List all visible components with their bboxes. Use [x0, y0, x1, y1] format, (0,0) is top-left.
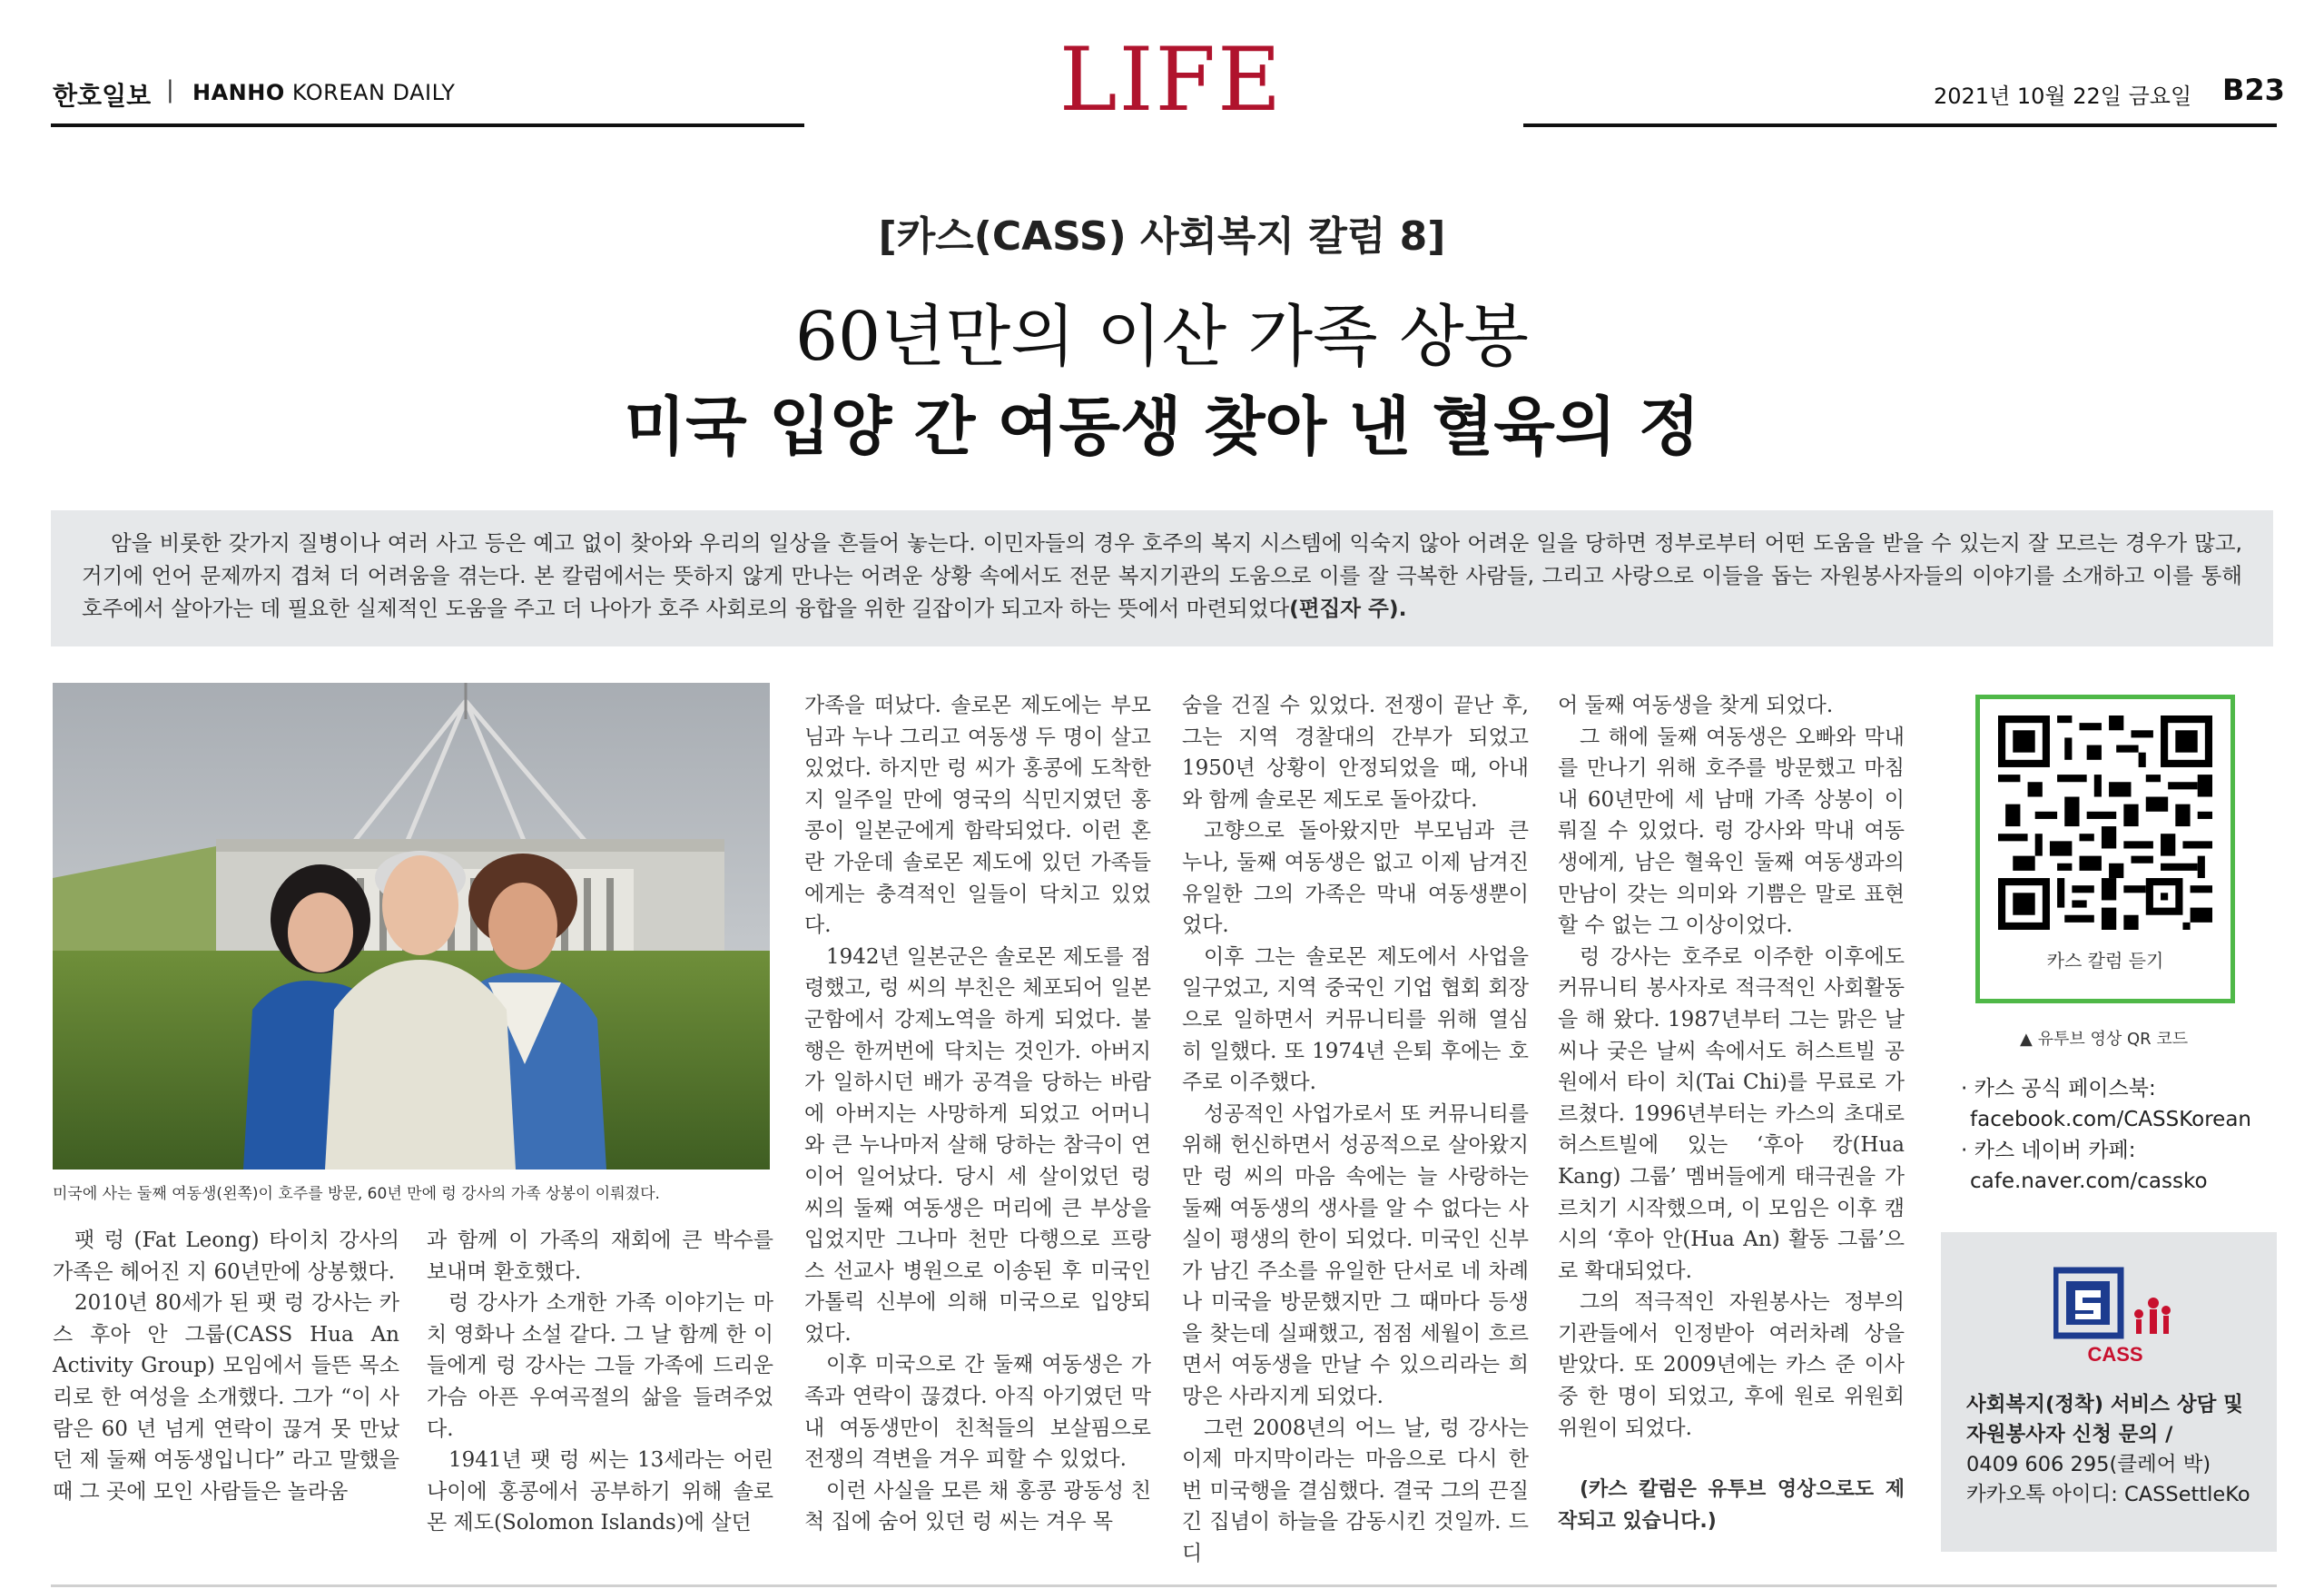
headline-sub: 미국 입양 간 여동생 찾아 낸 혈육의 정	[624, 390, 1700, 464]
paragraph: 이후 미국으로 간 둘째 여동생은 가족과 연락이 끊겼다. 아직 아기였던 막내 여동생만이 친척들의 보살핌으로 전쟁의 격변을 겨우 피할 수 있었다.	[804, 1353, 1151, 1472]
brand-english	[192, 80, 455, 105]
intro-box	[51, 510, 2273, 646]
brand-english-rest: KOREAN DAILY	[284, 80, 456, 105]
column-note: (카스 칼럼은 유투브 영상으로도 제작되고 있습니다.)	[1558, 1478, 1905, 1533]
brand-korean: 한호일보	[53, 81, 152, 111]
facebook-label: · 카스 공식 페이스북:	[1961, 1077, 2156, 1100]
paragraph: 팻 렁 (Fat Leong) 타이치 강사의 가족은 헤어진 지 60년만에 상봉했다.	[53, 1229, 399, 1284]
paragraph: 그의 적극적인 자원봉사는 정부의 기관들에서 인정받아 여러차례 상을 받았다. 또 2009년에는 카스 준 이사 중 한 명이 되었고, 후에 원로 위원회 위원이 되었다.	[1558, 1290, 1905, 1440]
article-column-3	[804, 690, 1151, 1538]
cass-logo	[2053, 1267, 2177, 1368]
article-column-2	[427, 1225, 773, 1539]
paragraph: 고향으로 돌아왔지만 부모님과 큰 누나, 둘째 여동생은 없고 이제 남겨진 유일한 그의 가족은 막내 여동생뿐이었다.	[1182, 819, 1529, 938]
page-number: B23	[2222, 73, 2285, 107]
editor-note: (편집자 주).	[1289, 596, 1407, 621]
cass-logo-icon	[2053, 1267, 2177, 1368]
section-title: LIFE	[1059, 29, 1284, 131]
qr-note: ▲ 유투브 영상 QR 코드	[2020, 1030, 2189, 1049]
paragraph: 이런 사실을 모른 채 홍콩 광동성 친척 집에 숨어 있던 렁 씨는 겨우 목	[804, 1478, 1151, 1535]
contact-info-text	[1966, 1390, 2266, 1510]
qr-code-icon[interactable]	[1998, 716, 2212, 930]
info-line: 사회복지(정착) 서비스 상담 및	[1966, 1393, 2243, 1416]
paragraph: 1942년 일본군은 솔로몬 제도를 점령했고, 렁 씨의 부친은 체포되어 일본 군함에서 강제노역을 하게 되었다. 불행은 한꺼번에 닥치는 것인가. 아버지가 일하시던 배가 공격을 당하는 바람에 아버지는 사망하게 되었고 어머니와 큰 누나마저 살해 당하는 참극이 연이어 일어났다. 당시 세 살이었던 렁 씨의 둘째 여동생은 머리에 큰 부상을 입었지만 그나마 천만 다행으로 프랑스 선교사 병원으로 이송된 후 미국인 가톨릭 신부에 의해 미국으로 입양되었다.	[804, 944, 1151, 1346]
paragraph: 이후 그는 솔로몬 제도에서 사업을 일구었고, 지역 중국인 기업 협회 회장으로 일하면서 커뮤니티를 위해 열심히 일했다. 또 1974년 은퇴 후에는 호주로 이주했다.	[1182, 944, 1529, 1095]
paragraph: 가족을 떠났다. 솔로몬 제도에는 부모님과 누나 그리고 여동생 두 명이 살고 있었다. 하지만 렁 씨가 홍콩에 도착한 지 일주일 만에 영국의 식민지였던 홍콩이 일본군에게 함락되었다. 이런 혼란 가운데 솔로몬 제도에 있던 가족들에게는 충격적인 일들이 닥치고 있었다.	[804, 694, 1151, 938]
naver-cafe-label: · 카스 네이버 카페:	[1961, 1139, 2136, 1162]
naver-cafe-link[interactable]: cafe.naver.com/cassko	[1970, 1170, 2208, 1193]
info-kakao: 카카오톡 아이디: CASSettleKo	[1966, 1483, 2250, 1506]
article-column-5	[1558, 690, 1905, 1537]
header-rule-right	[1523, 123, 2277, 127]
paragraph: 그런 2008년의 어느 날, 렁 강사는 이제 마지막이라는 마음으로 다시 한번 미국행을 결심했다. 결국 그의 끈질긴 집념이 하늘을 감동시킨 것일까. 드디	[1182, 1416, 1529, 1566]
family-photo	[53, 683, 770, 1170]
issue-date: 2021년 10월 22일 금요일	[1934, 84, 2192, 109]
facebook-link[interactable]: facebook.com/CASSKorean	[1970, 1108, 2252, 1131]
paragraph: 어 둘째 여동생을 찾게 되었다.	[1558, 694, 1834, 717]
headline-main: 60년만의 이산 가족 상봉	[794, 298, 1530, 376]
paragraph: 1941년 팻 렁 씨는 13세라는 어린 나이에 홍콩에서 공부하기 위해 솔로몬 제도(Solomon Islands)에 살던	[427, 1448, 773, 1535]
cass-logo-text: CASS	[2087, 1343, 2143, 1366]
paragraph: 그 해에 둘째 여동생은 오빠와 막내를 만나기 위해 호주를 방문했고 마침내 60년만에 세 남매 가족 상봉이 이뤄질 수 있었다. 렁 강사와 막내 여동생에게, 남은 혈육인 둘째 여동생과의 만남이 갖는 의미와 기쁨은 말로 표현할 수 없는 그 이상이었다.	[1558, 725, 1905, 938]
contact-links	[1961, 1073, 2251, 1197]
family-photo-illustration	[53, 683, 770, 1170]
article-column-1	[53, 1225, 399, 1507]
paragraph: 성공적인 사업가로서 또 커뮤니티를 위해 헌신하면서 성공적으로 살아왔지만 렁 씨의 마음 속에는 늘 사랑하는 둘째 여동생의 생사를 알 수 없다는 사실이 평생의 한이 되었다. 미국인 신부가 남긴 주소를 유일한 단서로 네 차례나 미국을 방문했지만 그 때마다 등생을 찾는데 실패했고, 점점 세월이 흐르면서 여동생을 만날 수 있으리라는 희망은 사라지게 되었다.	[1182, 1101, 1529, 1409]
article-column-4	[1182, 690, 1529, 1570]
column-kicker: [카스(CASS) 사회복지 칼럼 8]	[878, 213, 1446, 260]
paragraph: 숨을 건질 수 있었다. 전쟁이 끝난 후, 그는 지역 경찰대의 간부가 되었고 1950년 상황이 안정되었을 때, 아내와 함께 솔로몬 제도로 돌아갔다.	[1182, 694, 1529, 812]
header-rule-left	[51, 123, 804, 127]
qr-label: 카스 칼럼 듣기	[2046, 950, 2164, 972]
paragraph: 과 함께 이 가족의 재회에 큰 박수를 보내며 환호했다.	[427, 1229, 773, 1284]
brand-separator: |	[166, 76, 174, 104]
intro-body: 암을 비롯한 갖가지 질병이나 여러 사고 등은 예고 없이 찾아와 우리의 일상을 흔들어 놓는다. 이민자들의 경우 호주의 복지 시스템에 익숙지 않아 어려운 일을 당하면 정부로부터 어떤 도움을 받을 수 있는지 잘 모르는 경우가 많고, 거기에 언어 문제까지 겹쳐 더 어려움을 겪는다. 본 칼럼에서는 뜻하지 않게 만나는 어려운 상황 속에서도 전문 복지기관의 도움으로 이를 잘 극복한 사람들, 그리고 사랑으로 이들을 돕는 자원봉사자들의 이야기를 소개하고 이를 통해 호주에서 살아가는 데 필요한 실제적인 도움을 주고 더 나아가 호주 사회로의 융합을 위한 길잡이가 되고자 하는 뜻에서 마련되었다	[82, 530, 2242, 621]
info-line: 자원봉사자 신청 문의 /	[1966, 1423, 2173, 1446]
paragraph: 렁 강사가 소개한 가족 이야기는 마치 영화나 소설 같다. 그 날 함께 한 이들에게 렁 강사는 그들 가족에 드리운 가슴 아픈 우여곡절의 삶을 들려주었다.	[427, 1291, 773, 1441]
brand-english-bold: HANHO	[192, 80, 285, 105]
info-phone: 0409 606 295(클레어 박)	[1966, 1453, 2211, 1476]
photo-caption: 미국에 사는 둘째 여동생(왼쪽)이 호주를 방문, 60년 만에 렁 강사의 가족 상봉이 이뤄졌다.	[53, 1185, 660, 1203]
paragraph: 렁 강사는 호주로 이주한 이후에도 커뮤니티 봉사자로 적극적인 사회활동을 해 왔다. 1987년부터 그는 맑은 날씨나 궂은 날씨 속에서도 허스트빌 공원에서 타이 치(Tai Chi)를 무료로 가르쳤다. 1996년부터는 카스의 초대로 허스트빌에 있는 ‘후아 캉(Hua Kang) 그룹’ 멤버들에게 태극권을 가르치기 시작했으며, 이 모임은 이후 캠시의 ‘후아 안(Hua An) 활동 그룹’으로 확대되었다.	[1558, 944, 1905, 1283]
intro-text	[51, 510, 2273, 625]
bottom-rule	[51, 1584, 2277, 1587]
paragraph: 2010년 80세가 된 팻 렁 강사는 카스 후아 안 그룹(CASS Hua An Activity Group) 모임에서 들뜬 목소리로 한 여성을 소개했다. 그가 “이 사람은 60 년 넘게 연락이 끊겨 못 만났던 제 둘째 여동생입니다” 라고 말했을 때 그 곳에 모인 사람들은 놀라움	[53, 1291, 399, 1504]
